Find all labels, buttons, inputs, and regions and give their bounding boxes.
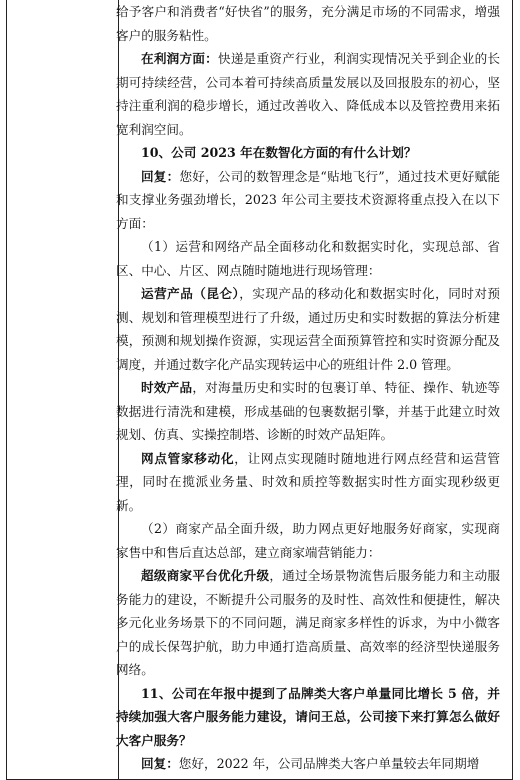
question-10: [116, 141, 500, 165]
paragraph-lead: 网点管家移动化: [141, 450, 235, 466]
reply-10: [116, 165, 500, 236]
paragraph-text: ，通过全场景物流售后服务能力和主动服务能力的建设，不断提升公司服务的及时性、高效性和便捷性，解决多元化业务场景下的不同问题，满足商家多样性的诉求，为中小微客户的成长保驾护航，助力申通打造高质量、高效率的经济型快递服务网络。: [116, 568, 501, 677]
paragraph-text: （2）商家产品全面升级，助力网点更好地服务好商家，实现商家售中和售后直达总部，建立商家端营销能力：: [116, 521, 500, 560]
paragraph-text: 快递是重资产行业，利润实现情况关乎到企业的长期可持续经营，公司本着可持续高质量发展以及回报股东的初心，坚持注重利润的稳步增长，通过改善收入、降低成本以及管控费用来拓宽利润空间。: [116, 51, 501, 137]
paragraph-outlet-manager: [116, 447, 500, 518]
reply-label: 回复：: [141, 168, 180, 184]
question-11: [116, 682, 500, 753]
paragraph-lead: 超级商家平台优化升级: [141, 568, 270, 583]
answer-cell: [116, 0, 500, 776]
paragraph-timeliness: [116, 376, 500, 447]
list-item-1: [116, 235, 500, 282]
paragraph-text: 给予客户和消费者“好快省”的服务，充分满足市场的不同需求，增强客户的服务粘性。: [116, 4, 500, 43]
paragraph-text: （1）运营和网络产品全面移动化和数据实时化，实现总部、省区、中心、片区、网点随时随地进行现场管理：: [116, 239, 500, 278]
paragraph-super-merchant: [116, 564, 500, 682]
question-text: 10、公司 2023 年在数智化方面的有什么计划？: [141, 145, 417, 160]
paragraph-text: ，对海量历史和实时的包裹订单、特征、操作、轨迹等数据进行清洗和建模，形成基础的包裹数据引擎，并基于此建立时效规划、仿真、实操控制塔、诊断的时效产品矩阵。: [116, 380, 501, 442]
list-item-2: [116, 517, 500, 564]
paragraph-text: ，让网点实现随时随地进行网点经营和运营管理，同时在揽派业务量、时效和质控等数据实时性方面实现秒级更新。: [116, 450, 501, 513]
question-text: 11、公司在年报中提到了品牌类大客户单量同比增长 5 倍，并持续加强大客户服务能力建设，请问王总，公司接下来打算怎么做好大客户服务？: [116, 685, 500, 748]
paragraph-service: [116, 0, 500, 47]
paragraph-kunlun: [116, 282, 500, 376]
paragraph-lead: 在利润方面：: [141, 51, 218, 66]
paragraph-lead: 运营产品（昆仑）: [141, 286, 240, 301]
paragraph-text: ，实现产品的移动化和数据实时化，同时对预测、规划和管理模型进行了升级，通过历史和实时数据的算法分析建模，预测和规划操作资源，实现运营全面预算管控和实时资源分配及调度，并通过数字化产品实现转运中心的班组计件 2.0 管理。: [116, 286, 501, 372]
reply-11: [116, 752, 500, 776]
paragraph-lead: 时效产品: [141, 380, 193, 395]
reply-label: 回复：: [141, 756, 179, 771]
paragraph-text: 您好，2022 年，公司品牌类大客户单量较去年同期增: [178, 756, 480, 771]
paragraph-profit: [116, 47, 500, 141]
paragraph-text: 您好，公司的数智理念是“贴地飞行”，通过技术更好赋能和支撑业务强劲增长，2023 年公司主要技术资源将重点投入在以下方面：: [116, 168, 500, 231]
